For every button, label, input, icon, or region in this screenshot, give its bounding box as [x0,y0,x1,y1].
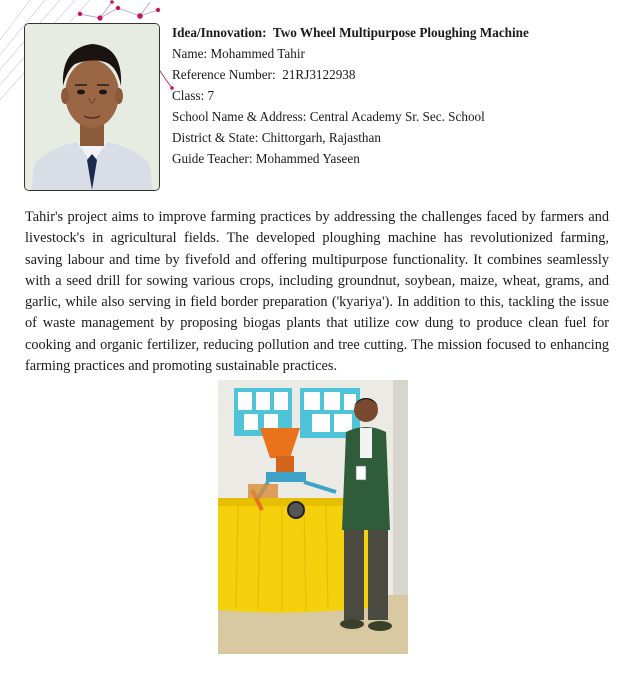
district-line [172,127,529,148]
district-label: District & State: [172,130,259,145]
student-portrait-photo [24,23,160,191]
project-description: Tahir's project aims to improve farming practices by addressing the challenges faced by farmers and livestock's in agricultural fields. The developed ploughing machine has revolutionized farming, saving labour and time by fivefold and offering multipurpose functionality. It combines seamlessly with a seed drill for sowing various crops, including groundnut, soybean, maize, wheat, grams, and garlic, while also serving in field border preparation ('kyariya'). In addition to this, tackling the issue of waste management by proposing biogas plants that utilize cow dung to produce clean fuel for cooking and organic fertilizer, reducing pollution and tree cutting. The mission focused to enhancing farming practices and promoting sustainable practices. [25,209,609,375]
name-label: Name: [172,46,208,61]
idea-label: Idea/Innovation: [172,25,267,40]
reference-value: 21RJ3122938 [282,67,356,82]
class-line [172,85,529,106]
class-value: 7 [207,88,215,103]
idea-line [172,22,529,43]
name-value: Mohammed Tahir [210,46,305,61]
teacher-label: Guide Teacher: [172,151,253,166]
name-line [172,43,529,64]
reference-line [172,64,529,85]
student-info-block [172,22,529,169]
idea-title: Two Wheel Multipurpose Ploughing Machine [272,25,529,40]
school-value: Central Academy Sr. Sec. School [309,109,485,124]
class-label: Class: [172,88,205,103]
teacher-line [172,148,529,169]
project-exhibit-photo [218,380,408,654]
school-line [172,106,529,127]
reference-label: Reference Number: [172,67,276,82]
teacher-value: Mohammed Yaseen [255,151,360,166]
school-label: School Name & Address: [172,109,307,124]
district-value: Chittorgarh, Rajasthan [261,130,381,145]
